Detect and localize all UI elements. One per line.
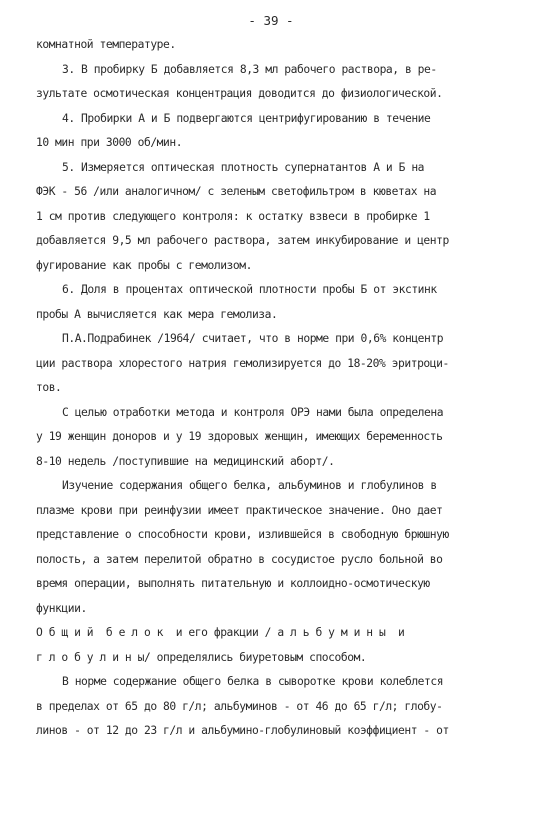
- text-line: полость, а затем перелитой обратно в сосудистое русло больной во: [36, 553, 443, 566]
- text-line: Изучение содержания общего белка, альбуминов и глобулинов в: [62, 479, 437, 492]
- text-line: 1 см против следующего контроля: к остатку взвеси в пробирке 1: [36, 210, 430, 223]
- text-line: добавляется 9,5 мл рабочего раствора, затем инкубирование и центр: [36, 234, 449, 247]
- text-line: 4. Пробирки А и Б подвергаются центрифугированию в течение: [62, 112, 431, 125]
- text-line: комнатной температуре.: [36, 38, 176, 51]
- text-line: 6. Доля в процентах оптической плотности пробы Б от экстинк: [62, 283, 437, 296]
- text-line: зультате осмотическая концентрация доводится до физиологической.: [36, 87, 443, 100]
- page-number: - 39 -: [248, 13, 294, 28]
- text-line: у 19 женщин доноров и у 19 здоровых женщин, имеющих беременность: [36, 430, 443, 443]
- text-line: 8-10 недель /поступившие на медицинский аборт/.: [36, 455, 335, 468]
- text-line: 5. Измеряется оптическая плотность супернатантов А и Б на: [62, 161, 425, 174]
- text-line: С целью отработки метода и контроля ОРЭ нами была определена: [62, 406, 444, 419]
- text-line: В норме содержание общего белка в сыворотке крови колеблется: [62, 675, 444, 688]
- text-line: ФЭК - 56 /или аналогичном/ с зеленым светофильтром в кюветах на: [36, 185, 437, 198]
- text-line: в пределах от 65 до 80 г/л; альбуминов - от 46 до 65 г/л; глобу-: [36, 700, 443, 713]
- text-line: 10 мин при 3000 об/мин.: [36, 136, 183, 149]
- text-line: фугирование как пробы с гемолизом.: [36, 259, 252, 272]
- text-line: ции раствора хлорестого натрия гемолизируется до 18-20% эритроци-: [36, 357, 449, 370]
- text-line: представление о способности крови, излившейся в свободную брюшную: [36, 528, 449, 541]
- text-line: тов.: [36, 381, 62, 394]
- text-line: пробы А вычисляется как мера гемолиза.: [36, 308, 278, 321]
- text-line: О б щ и й б е л о к и его фракции / а л ь б у м и н ы и: [36, 626, 405, 639]
- text-line: 3. В пробирку Б добавляется 8,3 мл рабочего раствора, в ре-: [62, 63, 437, 76]
- text-line: г л о б у л и н ы/ определялись биуретовым способом.: [36, 651, 367, 664]
- text-line: П.А.Подрабинек /1964/ считает, что в норме при 0,6% концентр: [62, 332, 444, 345]
- text-line: функции.: [36, 602, 87, 615]
- text-line: плазме крови при реинфузии имеет практическое значение. Оно дает: [36, 504, 443, 517]
- text-line: время операции, выполнять питательную и коллоидно-осмотическую: [36, 577, 430, 590]
- text-line: линов - от 12 до 23 г/л и альбумино-глобулиновый коэффициент - от: [36, 724, 449, 737]
